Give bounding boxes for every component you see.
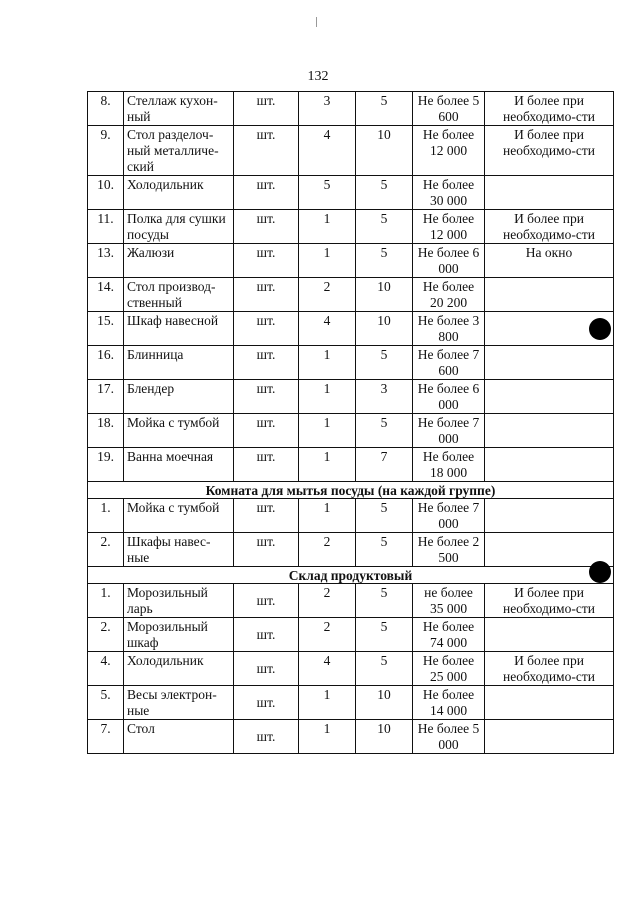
service-life-cell: 5: [356, 618, 413, 652]
item-name-cell: Жалюзи: [124, 244, 234, 278]
item-name-cell: Шкаф навесной: [124, 312, 234, 346]
quantity-cell: 5: [299, 176, 356, 210]
unit-cell: шт.: [234, 92, 299, 126]
row-number-cell: 1.: [88, 499, 124, 533]
item-name-cell: Морозильный ларь: [124, 584, 234, 618]
unit-cell: шт.: [234, 686, 299, 720]
note-cell: [485, 414, 614, 448]
table-row: [88, 244, 614, 278]
item-name-cell: Полка для сушки посуды: [124, 210, 234, 244]
price-cell: Не более 6 000: [413, 380, 485, 414]
binder-hole-upper: [589, 318, 611, 340]
item-name-cell: Морозильный шкаф: [124, 618, 234, 652]
service-life-cell: 7: [356, 448, 413, 482]
quantity-cell: 2: [299, 618, 356, 652]
price-cell: Не более 18 000: [413, 448, 485, 482]
row-number-cell: 2.: [88, 618, 124, 652]
table-row: [88, 312, 614, 346]
service-life-cell: 5: [356, 346, 413, 380]
table-row: [88, 126, 614, 176]
section-title: Комната для мытья посуды (на каждой группе): [88, 482, 614, 499]
table-row: [88, 210, 614, 244]
item-name-cell: Блинница: [124, 346, 234, 380]
quantity-cell: 2: [299, 278, 356, 312]
table-row: [88, 92, 614, 126]
service-life-cell: 5: [356, 584, 413, 618]
equipment-table: [87, 91, 614, 754]
price-cell: Не более 12 000: [413, 210, 485, 244]
unit-cell: шт.: [234, 584, 299, 618]
quantity-cell: 1: [299, 686, 356, 720]
quantity-cell: 1: [299, 499, 356, 533]
item-name-cell: Стеллаж кухон-ный: [124, 92, 234, 126]
note-cell: [485, 448, 614, 482]
service-life-cell: 5: [356, 176, 413, 210]
quantity-cell: 1: [299, 244, 356, 278]
quantity-cell: 1: [299, 414, 356, 448]
price-cell: Не более 20 200: [413, 278, 485, 312]
unit-cell: шт.: [234, 720, 299, 754]
service-life-cell: 3: [356, 380, 413, 414]
price-cell: Не более 5 000: [413, 720, 485, 754]
quantity-cell: 4: [299, 652, 356, 686]
item-name-cell: Холодильник: [124, 176, 234, 210]
unit-cell: шт.: [234, 176, 299, 210]
unit-cell: шт.: [234, 126, 299, 176]
price-cell: Не более 7 000: [413, 499, 485, 533]
service-life-cell: 10: [356, 278, 413, 312]
unit-cell: шт.: [234, 312, 299, 346]
service-life-cell: 10: [356, 686, 413, 720]
service-life-cell: 5: [356, 210, 413, 244]
table-row: [88, 346, 614, 380]
row-number-cell: 13.: [88, 244, 124, 278]
row-number-cell: 15.: [88, 312, 124, 346]
item-name-cell: Шкафы навес-ные: [124, 533, 234, 567]
table-row: [88, 686, 614, 720]
table-row: [88, 618, 614, 652]
row-number-cell: 14.: [88, 278, 124, 312]
row-number-cell: 19.: [88, 448, 124, 482]
quantity-cell: 2: [299, 533, 356, 567]
note-cell: [485, 380, 614, 414]
unit-cell: шт.: [234, 414, 299, 448]
item-name-cell: Стол производ-ственный: [124, 278, 234, 312]
quantity-cell: 4: [299, 312, 356, 346]
price-cell: не более 35 000: [413, 584, 485, 618]
unit-cell: шт.: [234, 244, 299, 278]
price-cell: Не более 14 000: [413, 686, 485, 720]
item-name-cell: Весы электрон-ные: [124, 686, 234, 720]
page-number: 132: [307, 69, 329, 84]
table-row: [88, 720, 614, 754]
note-cell: И более при необходимо-сти: [485, 652, 614, 686]
unit-cell: шт.: [234, 652, 299, 686]
row-number-cell: 1.: [88, 584, 124, 618]
item-name-cell: Ванна моечная: [124, 448, 234, 482]
price-cell: Не более 30 000: [413, 176, 485, 210]
table-row: [88, 414, 614, 448]
item-name-cell: Мойка с тумбой: [124, 499, 234, 533]
price-cell: Не более 74 000: [413, 618, 485, 652]
service-life-cell: 10: [356, 312, 413, 346]
item-name-cell: Стол: [124, 720, 234, 754]
table-row: [88, 584, 614, 618]
row-number-cell: 11.: [88, 210, 124, 244]
note-cell: [485, 618, 614, 652]
row-number-cell: 4.: [88, 652, 124, 686]
row-number-cell: 10.: [88, 176, 124, 210]
row-number-cell: 9.: [88, 126, 124, 176]
section-row: [88, 567, 614, 584]
binder-hole-lower: [589, 561, 611, 583]
note-cell: [485, 686, 614, 720]
row-number-cell: 17.: [88, 380, 124, 414]
price-cell: Не более 7 600: [413, 346, 485, 380]
note-cell: [485, 278, 614, 312]
item-name-cell: Стол разделоч-ный металличе-ский: [124, 126, 234, 176]
section-title: Склад продуктовый: [88, 567, 614, 584]
row-number-cell: 18.: [88, 414, 124, 448]
unit-cell: шт.: [234, 618, 299, 652]
unit-cell: шт.: [234, 210, 299, 244]
table-row: [88, 176, 614, 210]
note-cell: [485, 176, 614, 210]
row-number-cell: 2.: [88, 533, 124, 567]
item-name-cell: Холодильник: [124, 652, 234, 686]
unit-cell: шт.: [234, 278, 299, 312]
service-life-cell: 5: [356, 414, 413, 448]
note-cell: И более при необходимо-сти: [485, 126, 614, 176]
service-life-cell: 10: [356, 126, 413, 176]
section-row: [88, 482, 614, 499]
note-cell: И более при необходимо-сти: [485, 92, 614, 126]
unit-cell: шт.: [234, 346, 299, 380]
quantity-cell: 3: [299, 92, 356, 126]
price-cell: Не более 7 000: [413, 414, 485, 448]
note-cell: [485, 720, 614, 754]
service-life-cell: 10: [356, 720, 413, 754]
quantity-cell: 2: [299, 584, 356, 618]
price-cell: Не более 25 000: [413, 652, 485, 686]
note-cell: И более при необходимо-сти: [485, 584, 614, 618]
scan-speck: [316, 17, 317, 27]
quantity-cell: 1: [299, 380, 356, 414]
quantity-cell: 1: [299, 448, 356, 482]
row-number-cell: 5.: [88, 686, 124, 720]
price-cell: Не более 5 600: [413, 92, 485, 126]
row-number-cell: 7.: [88, 720, 124, 754]
service-life-cell: 5: [356, 244, 413, 278]
service-life-cell: 5: [356, 92, 413, 126]
table-row: [88, 380, 614, 414]
table-row: [88, 448, 614, 482]
price-cell: Не более 6 000: [413, 244, 485, 278]
table-row: [88, 652, 614, 686]
service-life-cell: 5: [356, 533, 413, 567]
item-name-cell: Блендер: [124, 380, 234, 414]
unit-cell: шт.: [234, 533, 299, 567]
note-cell: На окно: [485, 244, 614, 278]
note-cell: [485, 346, 614, 380]
quantity-cell: 4: [299, 126, 356, 176]
service-life-cell: 5: [356, 652, 413, 686]
price-cell: Не более 2 500: [413, 533, 485, 567]
note-cell: [485, 499, 614, 533]
price-cell: Не более 3 800: [413, 312, 485, 346]
row-number-cell: 8.: [88, 92, 124, 126]
unit-cell: шт.: [234, 380, 299, 414]
table-row: [88, 278, 614, 312]
unit-cell: шт.: [234, 448, 299, 482]
service-life-cell: 5: [356, 499, 413, 533]
note-cell: И более при необходимо-сти: [485, 210, 614, 244]
table-row: [88, 499, 614, 533]
quantity-cell: 1: [299, 720, 356, 754]
unit-cell: шт.: [234, 499, 299, 533]
quantity-cell: 1: [299, 346, 356, 380]
row-number-cell: 16.: [88, 346, 124, 380]
item-name-cell: Мойка с тумбой: [124, 414, 234, 448]
table-row: [88, 533, 614, 567]
quantity-cell: 1: [299, 210, 356, 244]
price-cell: Не более 12 000: [413, 126, 485, 176]
